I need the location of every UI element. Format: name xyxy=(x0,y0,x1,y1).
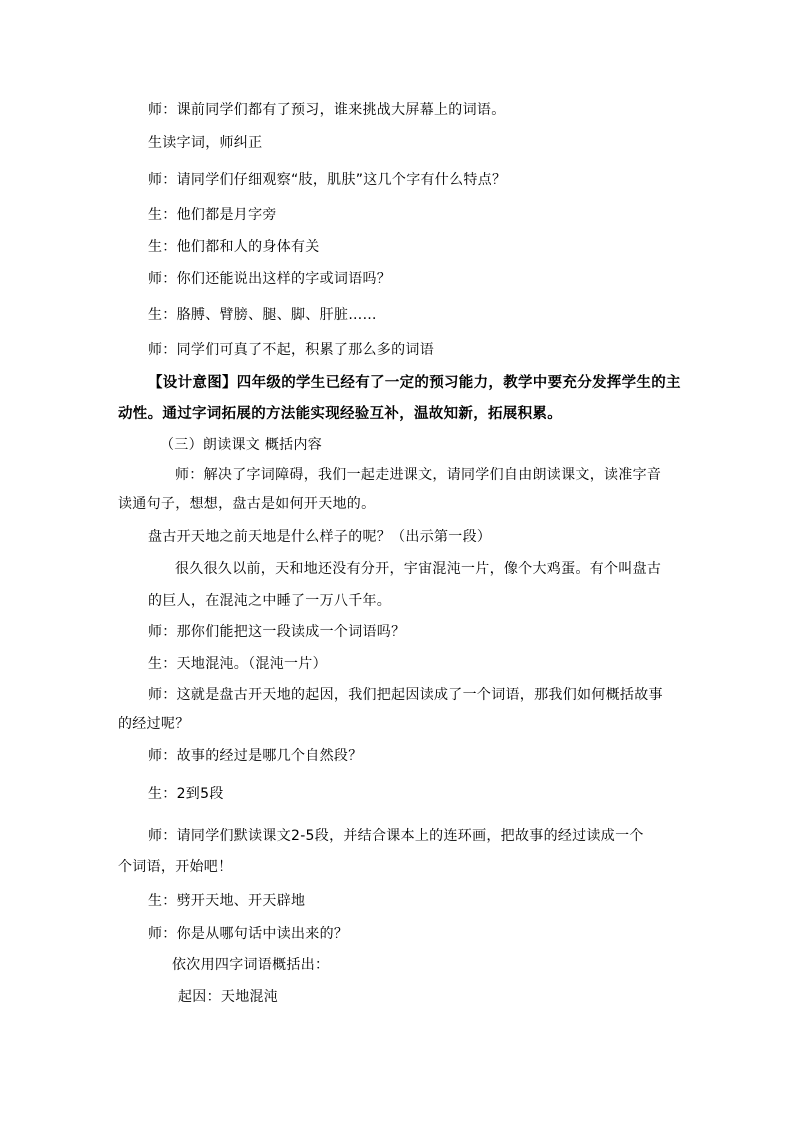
paragraph-line: 师：这就是盘古开天地的起因，我们把起因读成了一个词语，那我们如何概括故事 xyxy=(148,687,663,703)
paragraph-line: 师：你们还能说出这样的字或词语吗？ xyxy=(148,271,392,287)
quoted-text-line: 的巨人，在混沌之中睡了一万八千年。 xyxy=(148,593,392,609)
design-intent-line: 动性。通过字词拓展的方法能实现经验互补，温故知新，拓展积累。 xyxy=(118,406,562,422)
paragraph-line: 师：同学们可真了不起，积累了那么多的词语 xyxy=(148,342,434,358)
paragraph-line: 师：故事的经过是哪几个自然段？ xyxy=(148,748,363,764)
paragraph-line: 师：你是从哪句话中读出来的？ xyxy=(148,926,349,942)
paragraph-line: 师：那你们能把这一段读成一个词语吗？ xyxy=(148,624,406,640)
paragraph-line: 读通句子，想想，盘古是如何开天地的。 xyxy=(118,496,376,512)
paragraph-line: 的经过呢？ xyxy=(118,716,190,732)
paragraph-line: 个词语，开始吧！ xyxy=(118,859,233,875)
paragraph-line: 生读字词，师纠正 xyxy=(148,135,263,151)
design-intent-line: 【设计意图】四年级的学生已经有了一定的预习能力，教学中要充分发挥学生的主 xyxy=(148,375,681,391)
paragraph-line: 师：解决了字词障碍，我们一起走进课文，请同学们自由朗读课文，读准字音 xyxy=(175,467,662,483)
paragraph-line: 生：劈开天地、开天辟地 xyxy=(148,893,306,909)
paragraph-line: 依次用四字词语概括出： xyxy=(172,957,330,973)
section-heading: （三）朗读课文 概括内容 xyxy=(160,437,323,453)
paragraph-line: 生：天地混沌。（混沌一片） xyxy=(148,656,327,672)
paragraph-line: 起因：天地混沌 xyxy=(178,989,279,1005)
paragraph-line: 师：课前同学们都有了预习，谁来挑战大屏幕上的词语。 xyxy=(148,102,506,118)
paragraph-line: 生：他们都是月字旁 xyxy=(148,207,277,223)
paragraph-line: 盘古开天地之前天地是什么样子的呢？（出示第一段） xyxy=(148,529,492,545)
quoted-text-line: 很久很久以前，天和地还没有分开，宇宙混沌一片，像个大鸡蛋。有个叫盘古 xyxy=(175,561,662,577)
paragraph-line: 生：他们都和人的身体有关 xyxy=(148,239,320,255)
paragraph-line: 师：请同学们默读课文2-5段，并结合课本上的连环画，把故事的经过读成一个 xyxy=(148,828,644,844)
paragraph-line: 生：胳膊、臂膀、腿、脚、肝脏…… xyxy=(148,307,377,323)
paragraph-line: 师：请同学们仔细观察“肢，肌肤”这几个字有什么特点？ xyxy=(148,172,507,188)
paragraph-line: 生：2到5段 xyxy=(148,786,224,802)
